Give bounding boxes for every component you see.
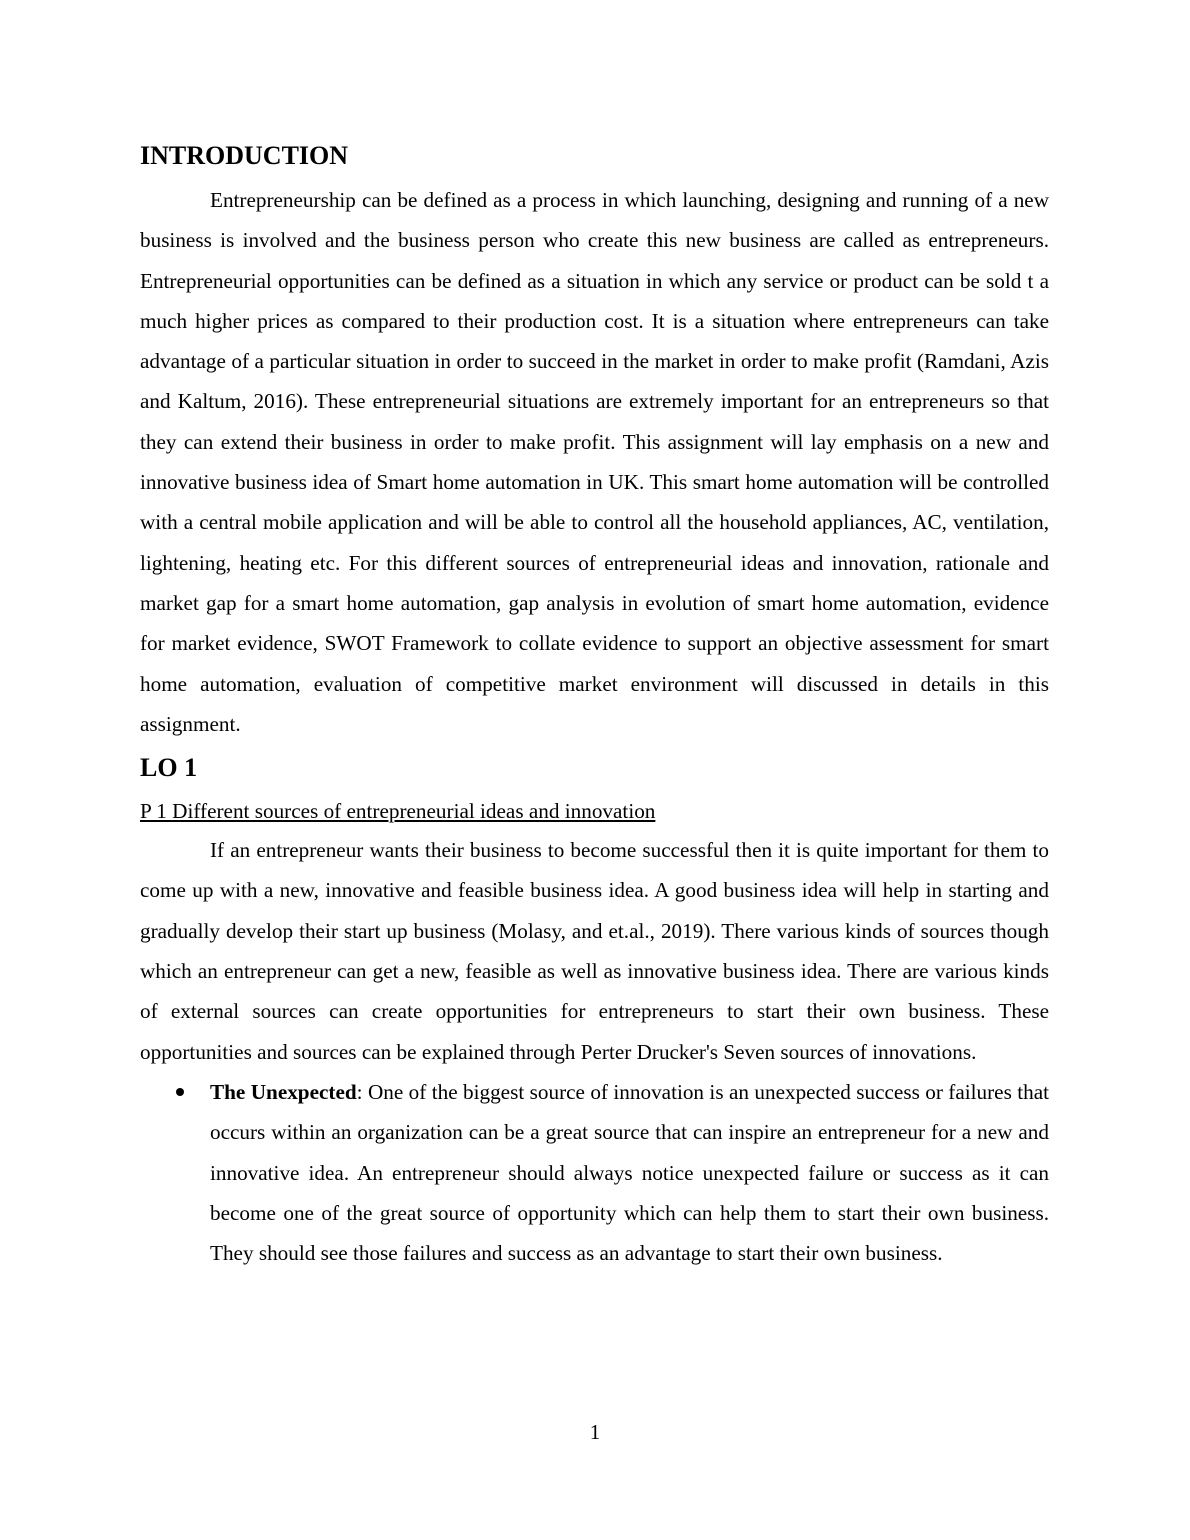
- innovation-sources-list: [140, 1072, 1049, 1273]
- bullet-text: : One of the biggest source of innovation is an unexpected success or failures that occurs within an organization can be a great source that can inspire an entrepreneur for a new and innovative idea. An entrepreneur should always notice unexpected failure or success as it can become one of the great source of opportunity which can help them to start their own business. They should see those failures and success as an advantage to start their own business.: [210, 1079, 1049, 1266]
- p1-subheading: P 1 Different sources of entrepreneurial ideas and innovation: [140, 799, 656, 824]
- introduction-paragraph: Entrepreneurship can be defined as a process in which launching, designing and running of a new business is involved and the business person who create this new business are called as entrepreneurs. Entrepreneurial opportunities can be defined as a situation in which any service or product can be sold t a much higher prices as compared to their production cost. It is a situation where entrepreneurs can take advantage of a particular situation in order to succeed in the market in order to make profit (Ramdani, Azis and Kaltum, 2016). These entrepreneurial situations are extremely important for an entrepreneurs so that they can extend their business in order to make profit. This assignment will lay emphasis on a new and innovative business idea of Smart home automation in UK. This smart home automation will be controlled with a central mobile application and will be able to control all the household appliances, AC, ventilation, lightening, heating etc. For this different sources of entrepreneurial ideas and innovation, rationale and market gap for a smart home automation, gap analysis in evolution of smart home automation, evidence for market evidence, SWOT Framework to collate evidence to support an objective assessment for smart home automation, evaluation of competitive market environment will discussed in details in this assignment.: [140, 188, 1049, 736]
- lo1-heading: LO 1: [140, 753, 198, 783]
- introduction-heading: INTRODUCTION: [140, 141, 349, 170]
- bullet-icon: [176, 1088, 184, 1096]
- bullet-title: The Unexpected: [210, 1079, 357, 1104]
- list-item: [140, 1072, 1049, 1273]
- page-number: 1: [589, 1420, 601, 1444]
- p1-paragraph: If an entrepreneur wants their business to become successful then it is quite important for them to come up with a new, innovative and feasible business idea. A good business idea will help in starting and gradually develop their start up business (Molasy, and et.al., 2019). There various kinds of sources though which an entrepreneur can get a new, feasible as well as innovative business idea. There are various kinds of external sources can create opportunities for entrepreneurs to start their own business. These opportunities and sources can be explained through Perter Drucker's Seven sources of innovations.: [140, 838, 1049, 1064]
- document-page: [140, 138, 1049, 1273]
